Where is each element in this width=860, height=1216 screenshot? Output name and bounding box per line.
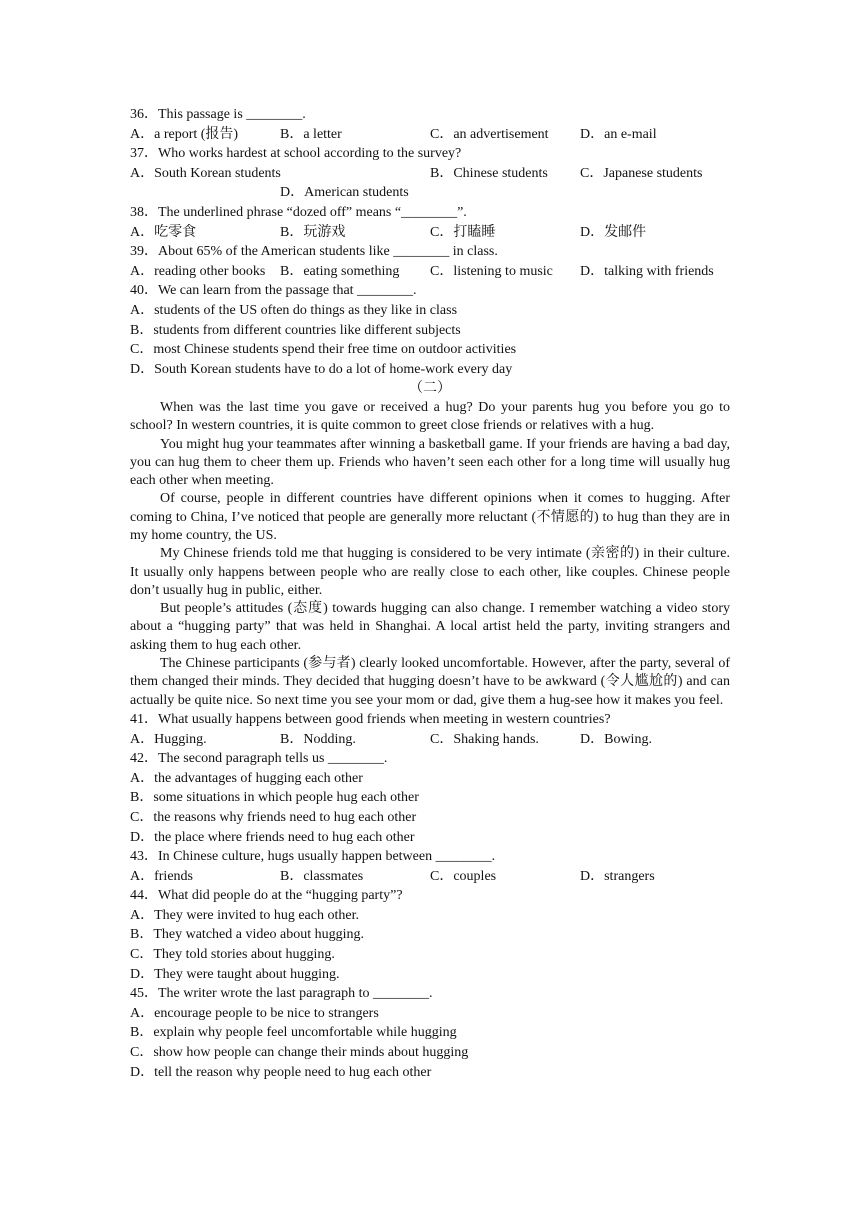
option-c: C．Japanese students: [580, 165, 703, 181]
question-41-options: [130, 730, 730, 750]
option-d: D．strangers: [580, 868, 655, 884]
option-b: B．eating something: [280, 263, 400, 279]
question-43-stem: 43．In Chinese culture, hugs usually happen between ________.: [130, 849, 496, 865]
option-a: A．friends: [130, 868, 193, 884]
option-a: A．encourage people to be nice to strangers: [130, 1005, 379, 1021]
option-d: D．Bowing.: [580, 731, 652, 747]
option-c: C．the reasons why friends need to hug each other: [130, 809, 417, 825]
option-d: D．South Korean students have to do a lot of home-work every day: [130, 361, 513, 377]
question-40-stem: 40．We can learn from the passage that ________.: [130, 283, 417, 299]
option-d: D．发邮件: [580, 224, 647, 240]
option-c: C．show how people can change their minds about hugging: [130, 1045, 469, 1061]
question-41-stem: 41．What usually happens between good friends when meeting in western countries?: [130, 711, 611, 727]
passage-paragraph-1: When was the last time you gave or received a hug? Do your parents hug you before you go to school? In western countries, it is quite common to greet close friends or relatives with a hug.: [130, 399, 730, 434]
option-a: A．reading other books: [130, 263, 266, 279]
question-37-options: [130, 164, 730, 184]
option-c: C．an advertisement: [430, 126, 549, 142]
option-b: B．玩游戏: [280, 224, 346, 240]
option-b: B．classmates: [280, 868, 364, 884]
option-a: A．吃零食: [130, 224, 197, 240]
exam-page: [130, 105, 730, 1082]
option-c: C．They told stories about hugging.: [130, 947, 335, 963]
passage-paragraph-5: But people’s attitudes (态度) towards hugging can also change. I remember watching a video story about a “hugging party” that was held in Shanghai. A local artist held the party, inviting strangers and asking them to hug each other.: [130, 601, 730, 653]
option-b: B．Nodding.: [280, 731, 356, 747]
option-d: D．American students: [280, 185, 409, 201]
option-c: C．listening to music: [430, 263, 553, 279]
option-a: A．the advantages of hugging each other: [130, 770, 363, 786]
passage-paragraph-4: My Chinese friends told me that hugging is considered to be very intimate (亲密的) in their culture. It usually only happens between people who are really close to each other, like couples. Chinese people don’t usually hug in public, either.: [130, 546, 730, 598]
option-a: A．students of the US often do things as they like in class: [130, 302, 458, 318]
question-38-options: [130, 223, 730, 243]
question-36-options: [130, 125, 730, 145]
question-44-stem: 44．What did people do at the “hugging party”?: [130, 888, 403, 904]
passage-paragraph-2: You might hug your teammates after winning a basketball game. If your friends are having a bad day, you can hug them to cheer them up. Friends who haven’t seen each other for a long time will usually hug each other when meeting.: [130, 436, 730, 489]
question-36-stem: 36．This passage is ________.: [130, 107, 306, 122]
option-c: C．couples: [430, 868, 497, 884]
option-d: D．the place where friends need to hug each other: [130, 829, 415, 845]
section-title: （二）: [409, 381, 451, 397]
question-42-stem: 42．The second paragraph tells us ________.: [130, 751, 388, 767]
option-b: B．Chinese students: [430, 165, 548, 181]
option-a: A．South Korean students: [130, 165, 281, 181]
option-d: D．tell the reason why people need to hug each other: [130, 1064, 432, 1080]
question-45-stem: 45．The writer wrote the last paragraph to ________.: [130, 986, 433, 1002]
option-b: B．some situations in which people hug each other: [130, 790, 419, 806]
option-b: B．a letter: [280, 126, 342, 142]
passage-paragraph-3: Of course, people in different countries have different opinions when it comes to hugging. After coming to China, I’ve noticed that people are generally more reluctant (不情愿的) to hug than they are in my home country, the US.: [130, 491, 730, 543]
option-d: D．talking with friends: [580, 263, 714, 279]
option-b: B．students from different countries like different subjects: [130, 322, 461, 338]
question-37-stem: 37．Who works hardest at school according to the survey?: [130, 146, 462, 162]
option-b: B．explain why people feel uncomfortable while hugging: [130, 1025, 457, 1041]
question-37-options-row2: [130, 183, 730, 203]
option-d: D．They were taught about hugging.: [130, 966, 340, 982]
option-a: A．They were invited to hug each other.: [130, 907, 359, 923]
option-d: D．an e-mail: [580, 126, 657, 142]
question-39-stem: 39．About 65% of the American students like ________ in class.: [130, 244, 498, 260]
option-a: A．Hugging.: [130, 731, 207, 747]
option-a: A．a report (报告): [130, 126, 239, 142]
option-c: C．打瞌睡: [430, 224, 496, 240]
option-c: C．most Chinese students spend their free time on outdoor activities: [130, 342, 517, 358]
question-43-options: [130, 867, 730, 887]
question-38-stem: 38．The underlined phrase “dozed off” means “________”.: [130, 204, 467, 220]
question-39-options: [130, 262, 730, 282]
option-b: B．They watched a video about hugging.: [130, 927, 365, 943]
option-c: C．Shaking hands.: [430, 731, 539, 747]
passage-paragraph-6: The Chinese participants (参与者) clearly looked uncomfortable. However, after the party, several of them changed their minds. They decided that hugging doesn’t have to be awkward (令人尴尬的) and can actually be quite nice. So next time you see your mom or dad, give them a hug-see how it makes you feel.: [130, 656, 730, 708]
